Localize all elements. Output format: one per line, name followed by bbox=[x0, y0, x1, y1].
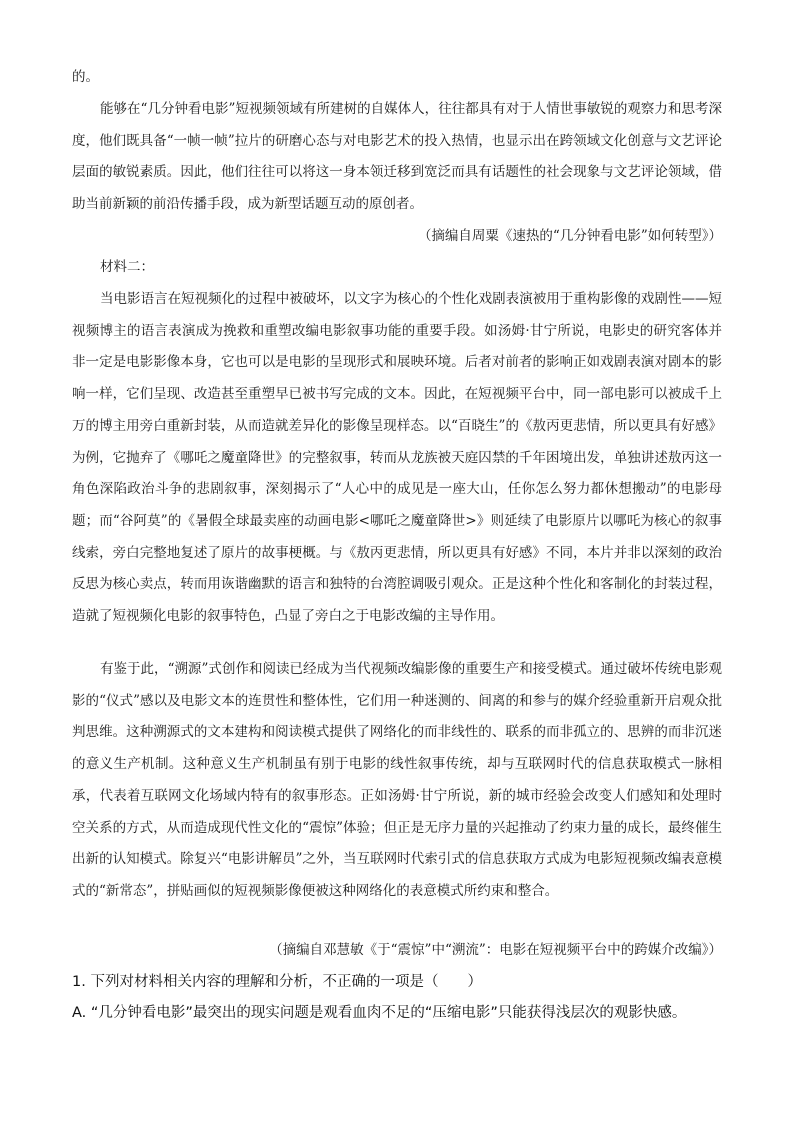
material-2-heading: 材料二： bbox=[100, 259, 154, 275]
paragraph-self-media: 能够在“几分钟看电影”短视频领域有所建树的自媒体人，往往都具有对于人情世事敏锐的观察力和思考深度，他们既具备“一帧一帧”拉片的研磨心态与对电影艺术的投入热情，也显示出在跨领域文化创意与文艺评论层面的敏锐素质。因此，他们往往可以将这一身本领迁移到宽泛而具有话题性的社会现象与文艺评论领域，借助当前新颖的前沿传播手段，成为新型话题互动的原创者。 bbox=[72, 101, 722, 213]
paragraph-continuation: 的。 bbox=[72, 69, 99, 85]
source-citation-1: （摘编自周粟《速热的“几分钟看电影”如何转型》） bbox=[417, 228, 722, 244]
question-1-option-a: A. “几分钟看电影”最突出的现实问题是观看血肉不足的“压缩电影”只能获得浅层次的观影快感。 bbox=[72, 1005, 687, 1021]
paragraph-material-2: 当电影语言在短视频化的过程中被破坏，以文字为核心的个性化戏剧表演被用于重构影像的戏剧性——短视频博主的语言表演成为挽救和重塑改编电影叙事功能的重要手段。如汤姆·甘宁所说，电影史的研究客体并非一定是电影影像本身，它也可以是电影的呈现形式和展映环境。后者对前者的影响正如戏剧表演对剧本的影响一样，它们呈现、改造甚至重塑早已被书写完成的文本。因此，在短视频平台中，同一部电影可以被成千上万的博主用旁白重新封装，从而造就差异化的影像呈现样态。以“百晓生”的《敖丙更悲情，所以更具有好感》为例，它抛弃了《哪吒之魔童降世》的完整叙事，转而从龙族被天庭囚禁的千年困境出发，单独讲述敖丙这一角色深陷政治斗争的悲剧叙事，深刻揭示了“人心中的成见是一座大山，任你怎么努力都休想搬动”的电影母题；而“谷阿莫”的《暑假全球最卖座的动画电影<哪吒之魔童降世>》则延续了电影原片以哪吒为核心的叙事线索，旁白完整地复述了原片的故事梗概。与《敖丙更悲情，所以更具有好感》不同，本片并非以深刻的政治反思为核心卖点，转而用诙谐幽默的语言和独特的台湾腔调吸引观众。正是这种个性化和客制化的封装过程，造就了短视频化电影的叙事特色，凸显了旁白之于电影改编的主导作用。 bbox=[72, 291, 722, 625]
source-citation-2: （摘编自邓慧敏《于“震惊”中“溯流”：电影在短视频平台中的跨媒介改编》） bbox=[269, 942, 722, 958]
paragraph-tracing-mode: 有鉴于此，“溯源”式创作和阅读已经成为当代视频改编影像的重要生产和接受模式。通过破坏传统电影观影的“仪式”感以及电影文本的连贯性和整体性，它们用一种迷测的、间离的和参与的媒介经验重新开启观众批判思维。这种溯源式的文本建构和阅读模式提供了网络化的而非线性的、联系的而非孤立的、思辨的而非沉迷的意义生产机制。这种意义生产机制虽有别于电影的线性叙事传统，却与互联网时代的信息获取模式一脉相承，代表着互联网文化场域内特有的叙事形态。正如汤姆·甘宁所说，新的城市经验会改变人们感知和处理时空关系的方式，从而造成现代性文化的“震惊”体验；但正是无序力量的兴起推动了约束力量的成长，最终催生出新的认知模式。除复兴“电影讲解员”之外，当互联网时代索引式的信息获取方式成为电影短视频改编表意模式的“新常态”，拼贴画似的短视频影像便被这种网络化的表意模式所约束和整合。 bbox=[72, 661, 722, 899]
question-1-stem: 1. 下列对材料相关内容的理解和分析，不正确的一项是（ ） bbox=[72, 974, 482, 990]
